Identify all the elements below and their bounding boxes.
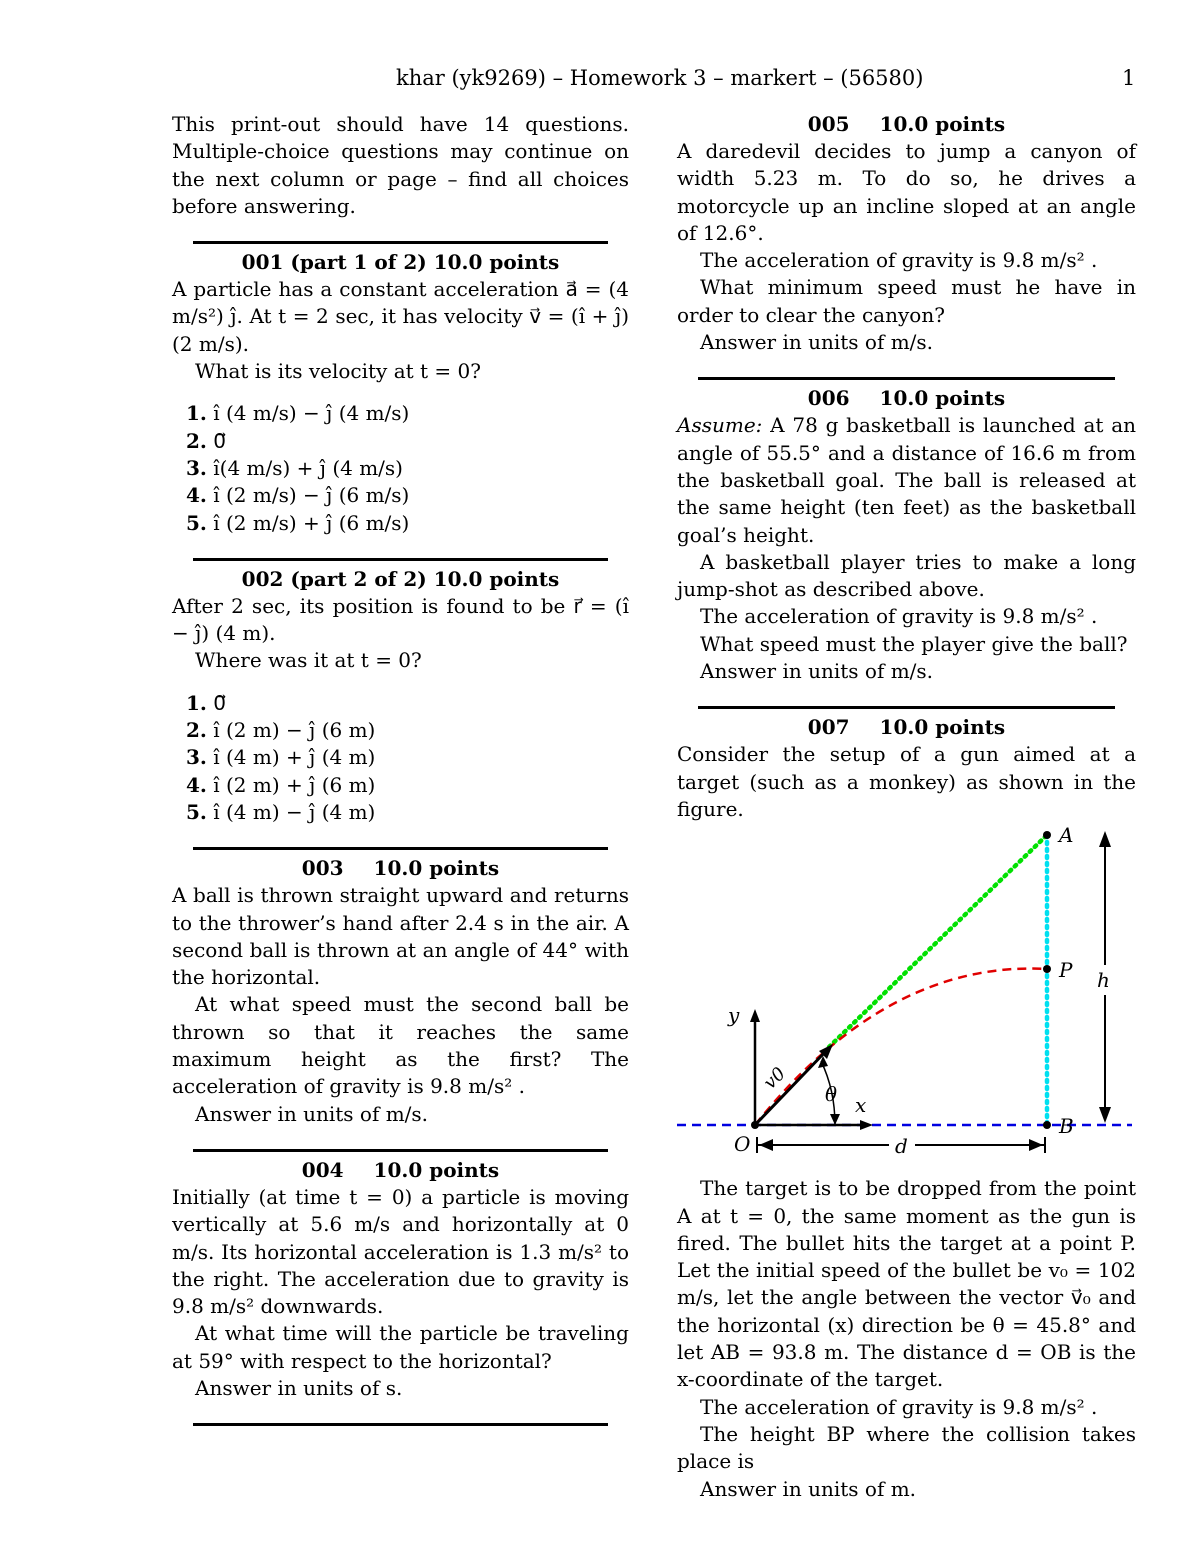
- question-007-answer-units: Answer in units of m.: [700, 1476, 917, 1501]
- v0-vector: [755, 1050, 827, 1125]
- choice-item[interactable]: 1. 0⃗: [186, 690, 226, 715]
- left-column: [172, 111, 629, 1431]
- question-003-answer-units: Answer in units of m/s.: [195, 1101, 429, 1126]
- point-P: [1043, 965, 1051, 973]
- x-axis-arrow: [860, 1120, 873, 1130]
- question-points: 10.0 points: [879, 112, 1006, 136]
- question-001-prompt: What is its velocity at t = 0?: [195, 359, 481, 384]
- question-006-gravity: The acceleration of gravity is 9.8 m/s² .: [700, 604, 1098, 629]
- divider: [698, 706, 1115, 709]
- question-005-prompt: What minimum speed must he have in order to clear the canyon?: [677, 275, 1136, 327]
- question-006-text: Assume: A 78 g basketball is launched at an angle of 55.5° and a distance of 16.6 m from the basketball goal. The ball is released at the same height (ten feet) as the basketball goal’s height.: [677, 413, 1136, 547]
- point-B: [1043, 1121, 1051, 1129]
- question-006-answer-units: Answer in units of m/s.: [700, 659, 934, 684]
- divider: [193, 241, 608, 244]
- divider: [193, 1423, 608, 1426]
- document-title: khar (yk9269) – Homework 3 – markert – (56580): [396, 66, 924, 90]
- point-A: [1043, 831, 1051, 839]
- label-d: d: [895, 1134, 908, 1159]
- page-header: [0, 66, 1200, 96]
- question-005-text: A daredevil decides to jump a canyon of width 5.23 m. To do so, he drives a motorcycle up an incline sloped at an angle of 12.6°.: [677, 139, 1136, 245]
- question-number: 005: [807, 112, 850, 136]
- question-002-prompt: Where was it at t = 0?: [195, 648, 422, 673]
- aim-line: [829, 835, 1047, 1047]
- choice-item[interactable]: 2. 0⃗: [186, 428, 226, 453]
- label-y: y: [728, 1003, 740, 1028]
- choice-item[interactable]: 5. î (2 m/s) + ĵ (6 m/s): [186, 510, 410, 535]
- question-006-header: [677, 385, 1136, 412]
- choice-item[interactable]: 5. î (4 m) − ĵ (4 m): [186, 799, 376, 824]
- choice-item[interactable]: 4. î (2 m) + ĵ (6 m): [186, 772, 376, 797]
- question-001-choices: [172, 400, 629, 536]
- point-O: [751, 1121, 759, 1129]
- question-003-text: A ball is thrown straight upward and returns to the thrower’s hand after 2.4 s in the air. A second ball is thrown at an angle of 44° with the horizontal.: [172, 883, 629, 990]
- monkey-gun-figure: [677, 825, 1136, 1175]
- question-002-choices: [172, 690, 629, 826]
- label-B: B: [1059, 1114, 1074, 1139]
- choice-item[interactable]: 2. î (2 m) − ĵ (6 m): [186, 718, 376, 743]
- choice-item[interactable]: 1. î (4 m/s) − ĵ (4 m/s): [186, 401, 410, 426]
- question-004-answer-units: Answer in units of s.: [195, 1375, 403, 1400]
- question-007-gravity: The acceleration of gravity is 9.8 m/s² .: [700, 1394, 1098, 1419]
- label-h: h: [1097, 968, 1110, 993]
- question-002-header: [172, 566, 629, 593]
- choice-item[interactable]: 3. î(4 m/s) + ĵ (4 m/s): [186, 455, 403, 480]
- question-003-prompt: At what speed must the second ball be thrown so that it reaches the same maximum height as the first? The acceleration of gravity is 9.8 m/s² .: [172, 992, 629, 1099]
- label-x: x: [855, 1093, 867, 1118]
- question-points: 10.0 points: [373, 856, 500, 881]
- question-006-prompt: What speed must the player give the ball?: [700, 631, 1128, 656]
- question-007-prompt: The height BP where the collision takes place is: [677, 1421, 1136, 1474]
- label-A: A: [1059, 825, 1074, 848]
- question-007-text: Consider the setup of a gun aimed at a target (such as a monkey) as shown in the figure.: [677, 742, 1136, 821]
- divider: [193, 847, 608, 850]
- h-arrow-top: [1099, 831, 1111, 847]
- question-001-header: [172, 249, 629, 276]
- question-007-setup: The target is to be dropped from the point A at t = 0, the same moment as the gun is fired. The bullet hits the target at a point P. Let the initial speed of the bullet be v₀ = 102 m/s, let the angle between the vector v⃗₀ and the horizontal (x) direction be θ = 45.8° and let AB = 93.8 m. The distance d = OB is the x-coordinate of the target.: [677, 1176, 1136, 1392]
- question-004-header: [172, 1157, 629, 1184]
- question-002-text: After 2 sec, its position is found to be r⃗ = (î − ĵ) (4 m).: [172, 593, 629, 646]
- question-points: 10.0 points: [433, 250, 560, 275]
- assume-label: Assume:: [677, 413, 763, 438]
- choice-item[interactable]: 4. î (2 m/s) − ĵ (6 m/s): [186, 483, 410, 508]
- d-arrow-right: [1029, 1139, 1043, 1151]
- theta-arrow-bottom: [830, 1114, 840, 1125]
- question-004-text: Initially (at time t = 0) a particle is moving vertically at 5.6 m/s and horizontally at 0 m/s. Its horizontal acceleration is 1.3 m/s² to the right. The acceleration due to gravity is 9.8 m/s² downwards.: [172, 1184, 629, 1319]
- page-number: 1: [1122, 66, 1136, 90]
- trajectory-curve: [755, 969, 1047, 1125]
- divider: [193, 558, 608, 561]
- intro-text: This print-out should have 14 questions. Multiple-choice questions may continue on the next column or page – find all choices before answering.: [172, 112, 629, 218]
- label-theta: θ: [825, 1082, 838, 1107]
- choice-item[interactable]: 3. î (4 m) + ĵ (4 m): [186, 745, 376, 770]
- question-points: 10.0 points: [433, 566, 560, 591]
- divider: [698, 377, 1115, 380]
- question-number: 007: [807, 715, 850, 740]
- question-007-header: [677, 714, 1136, 741]
- question-number: 006: [807, 386, 850, 411]
- y-axis-arrow: [750, 1009, 760, 1022]
- d-arrow-left: [759, 1139, 773, 1151]
- h-arrow-bottom: [1099, 1107, 1111, 1123]
- question-004-prompt: At what time will the particle be traveling at 59° with respect to the horizontal?: [172, 1321, 629, 1373]
- question-number: 002 (part 2 of 2): [241, 566, 427, 591]
- question-points: 10.0 points: [879, 386, 1006, 411]
- label-O: O: [734, 1132, 751, 1157]
- label-v0: v0: [759, 1063, 790, 1094]
- figure-svg: [677, 825, 1136, 1175]
- question-006-setup: A basketball player tries to make a long jump-shot as described above.: [677, 549, 1136, 602]
- question-number: 001 (part 1 of 2): [241, 250, 427, 275]
- question-001-text: A particle has a constant acceleration a⃗ = (4 m/s²) ĵ. At t = 2 sec, it has velocity v⃗ = (î + ĵ) (2 m/s).: [172, 277, 629, 356]
- question-003-header: [172, 855, 629, 882]
- question-005-header: [677, 111, 1136, 138]
- question-005-answer-units: Answer in units of m/s.: [700, 330, 934, 355]
- question-number: 003: [301, 856, 344, 881]
- question-005-gravity: The acceleration of gravity is 9.8 m/s² .: [700, 248, 1098, 273]
- question-points: 10.0 points: [373, 1157, 500, 1182]
- label-P: P: [1059, 958, 1073, 983]
- divider: [193, 1149, 608, 1152]
- question-points: 10.0 points: [879, 715, 1006, 740]
- right-column: [677, 111, 1136, 1503]
- question-number: 004: [301, 1157, 344, 1182]
